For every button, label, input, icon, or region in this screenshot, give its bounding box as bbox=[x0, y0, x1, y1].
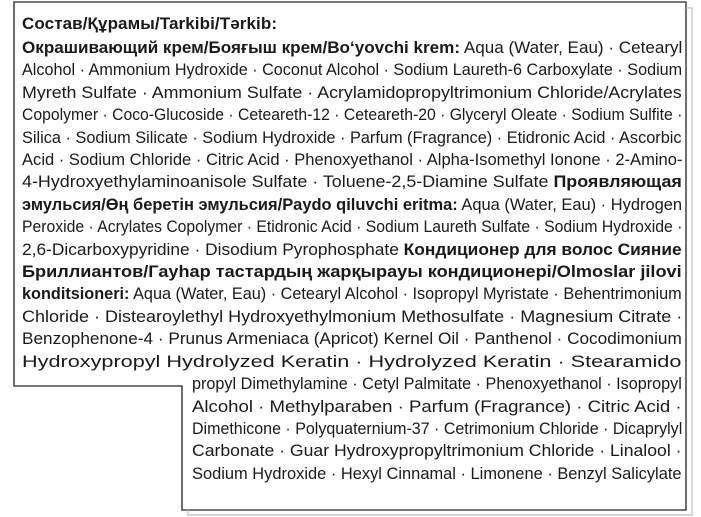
ingredient-line bbox=[22, 82, 682, 104]
product-name: Кондиционер для волос Сияние bbox=[403, 240, 682, 259]
product-name: konditsioneri: bbox=[22, 285, 130, 304]
ingredient-line bbox=[22, 149, 682, 171]
ingredient-text: Copolymer · Coco-Glucoside · Ceteareth-12 · Ceteareth-20 · Glyceryl Oleate · Sodium Sulfite · bbox=[22, 106, 682, 125]
composition-heading: Состав/Құрамы/Tarkibi/Тәrkib: bbox=[22, 14, 278, 33]
ingredient-line bbox=[22, 104, 682, 126]
ingredient-line bbox=[22, 194, 682, 216]
ingredient-line bbox=[22, 396, 682, 418]
ingredient-text: propyl Dimethylamine · Cetyl Palmitate · Phenoxyethanol · Isopropyl bbox=[192, 375, 682, 394]
ingredient-line bbox=[22, 440, 682, 462]
ingredient-text: Alcohol · Methylparaben · Parfum (Fragrance) · Citric Acid · bbox=[192, 397, 682, 416]
ingredient-line bbox=[22, 373, 682, 395]
ingredient-line bbox=[22, 283, 682, 305]
ingredient-line bbox=[22, 59, 682, 81]
product-name: Окрашивающий крем/Бояғыш крем/Bo‘yovchi krem: bbox=[22, 39, 461, 57]
product-name: Бриллиантов/Гауһар тастардың жарқырауы кондиционері/Olmoslar jilovi bbox=[22, 263, 682, 282]
product-name: Проявляющая bbox=[553, 173, 682, 192]
ingredient-text: Carbonate · Guar Hydroxypropyltrimonium Chloride · Linalool · bbox=[192, 442, 682, 461]
ingredient-line bbox=[22, 216, 682, 238]
ingredients-paragraph bbox=[22, 37, 690, 485]
ingredient-line bbox=[22, 351, 682, 373]
ingredient-text: 4-Hydroxyethylaminoanisole Sulfate · Toluene-2,5-Diamine Sulfate bbox=[22, 173, 554, 192]
ingredient-line bbox=[22, 328, 682, 350]
ingredient-text: Chloride · Distearoylethyl Hydroxyethylmonium Methosulfate · Magnesium Citrate · bbox=[22, 307, 682, 326]
ingredient-line bbox=[22, 37, 682, 59]
ingredient-text: Sodium Hydroxide · Hexyl Cinnamal · Limonene · Benzyl Salicylate bbox=[192, 464, 682, 483]
ingredient-line bbox=[22, 171, 682, 193]
ingredient-text: Acid · Sodium Chloride · Citric Acid · Phenoxyethanol · Alpha-Isomethyl Ionone · 2-Amino- bbox=[22, 151, 682, 170]
ingredient-text: Silica · Sodium Silicate · Sodium Hydroxide · Parfum (Fragrance) · Etidronic Acid · Ascorbic bbox=[22, 128, 682, 147]
product-name: эмульсия/Өң беретін эмульсия/Paydo qiluvchi eritma: bbox=[22, 195, 458, 214]
ingredient-line bbox=[22, 239, 682, 261]
ingredient-line bbox=[22, 306, 682, 328]
ingredient-text: Aqua (Water, Eau) · Cetearyl bbox=[460, 39, 682, 57]
ingredient-text: Benzophenone-4 · Prunus Armeniaca (Apricot) Kernel Oil · Panthenol · Cocodimonium bbox=[22, 330, 682, 349]
ingredient-text: Myreth Sulfate · Ammonium Sulfate · Acrylamidopropyltrimonium Chloride/Acrylates bbox=[22, 83, 682, 102]
ingredient-text: Dimethicone · Polyquaternium-37 · Cetrimonium Chloride · Dicaprylyl bbox=[192, 419, 682, 438]
ingredients-text-block bbox=[22, 12, 690, 485]
ingredient-text: Hydroxypropyl Hydrolyzed Keratin · Hydrolyzed Keratin · Stearamido bbox=[22, 352, 682, 371]
ingredient-text: Alcohol · Ammonium Hydroxide · Coconut Alcohol · Sodium Laureth-6 Carboxylate · Sodium bbox=[22, 61, 682, 80]
ingredient-line bbox=[22, 261, 682, 283]
ingredient-text: Peroxide · Acrylates Copolymer · Etidronic Acid · Sodium Laureth Sulfate · Sodium Hydroxide · bbox=[22, 218, 682, 237]
ingredient-text: Aqua (Water, Eau) · Cetearyl Alcohol · Isopropyl Myristate · Behentrimonium bbox=[129, 285, 682, 304]
ingredient-text: Aqua (Water, Eau) · Hydrogen bbox=[457, 195, 682, 214]
ingredient-line bbox=[22, 418, 682, 440]
ingredient-line bbox=[22, 463, 682, 485]
ingredient-line bbox=[22, 127, 682, 149]
ingredient-text: 2,6-Dicarboxypyridine · Disodium Pyrophosphate bbox=[22, 240, 404, 259]
